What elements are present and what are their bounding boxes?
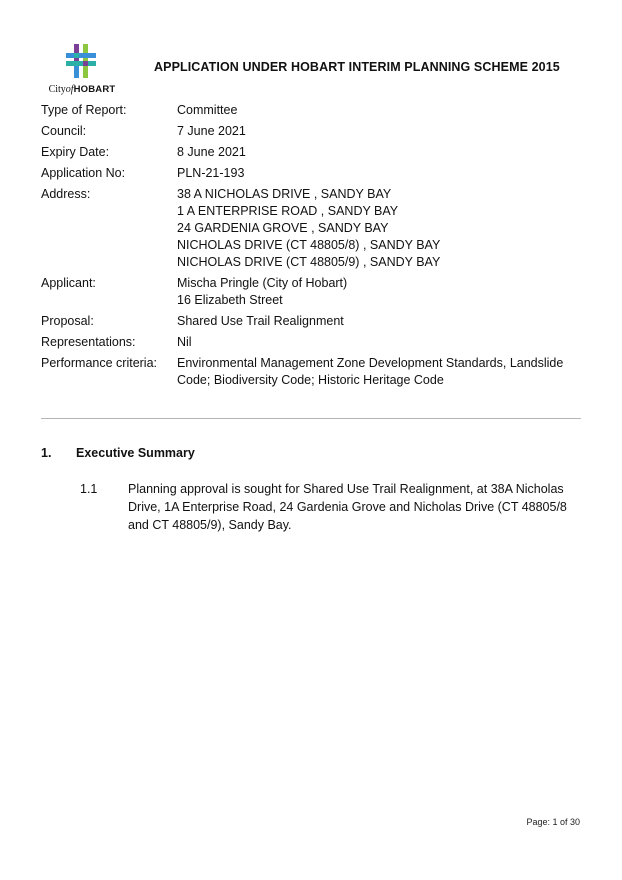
detail-value: Environmental Management Zone Development Standards, Landslide Code; Biodiversity Code; Historic Heritage Code	[177, 356, 564, 387]
address-line: 38 A NICHOLAS DRIVE , SANDY BAY	[177, 187, 392, 201]
detail-value	[177, 186, 581, 271]
detail-value	[177, 275, 581, 309]
detail-label: Applicant:	[41, 276, 96, 290]
detail-value: 7 June 2021	[177, 124, 246, 138]
logo-wordmark: CityofHOBART	[48, 84, 116, 95]
detail-label: Council:	[41, 124, 87, 138]
city-of-hobart-logo	[44, 44, 120, 98]
section-title: Executive Summary	[76, 446, 195, 460]
paragraph-number: 1.1	[80, 482, 98, 496]
applicant-line: Mischa Pringle (City of Hobart)	[177, 276, 348, 290]
detail-row-council	[41, 123, 581, 140]
detail-label: Representations:	[41, 335, 136, 349]
detail-row-performance-criteria	[41, 355, 581, 389]
detail-label: Proposal:	[41, 314, 94, 328]
section-number: 1.	[41, 446, 52, 460]
detail-row-address	[41, 186, 581, 271]
address-line: 1 A ENTERPRISE ROAD , SANDY BAY	[177, 204, 399, 218]
address-line: NICHOLAS DRIVE (CT 48805/8) , SANDY BAY	[177, 238, 441, 252]
detail-row-type-of-report	[41, 102, 581, 119]
detail-value: Shared Use Trail Realignment	[177, 314, 344, 328]
applicant-line: 16 Elizabeth Street	[177, 293, 283, 307]
detail-label: Performance criteria:	[41, 356, 158, 370]
detail-value: Nil	[177, 335, 192, 349]
detail-row-proposal	[41, 313, 581, 330]
address-line: NICHOLAS DRIVE (CT 48805/9) , SANDY BAY	[177, 255, 441, 269]
detail-label: Application No:	[41, 166, 126, 180]
detail-row-applicant	[41, 275, 581, 309]
detail-label: Address:	[41, 187, 91, 201]
document-title: APPLICATION UNDER HOBART INTERIM PLANNING SCHEME 2015	[154, 60, 560, 74]
hobart-emblem-icon	[62, 44, 102, 82]
detail-label: Expiry Date:	[41, 145, 110, 159]
detail-value: 8 June 2021	[177, 145, 246, 159]
paragraph-text: Planning approval is sought for Shared Use Trail Realignment, at 38A Nicholas Drive, 1A Enterprise Road, 24 Gardenia Grove and Nicholas Drive (CT 48805/8 and CT 48805/9), Sandy Bay.	[128, 482, 567, 532]
detail-value: PLN-21-193	[177, 166, 245, 180]
section-divider	[41, 418, 581, 419]
address-line: 24 GARDENIA GROVE , SANDY BAY	[177, 221, 389, 235]
application-details	[41, 102, 581, 393]
detail-row-representations	[41, 334, 581, 351]
paragraph	[80, 480, 585, 534]
detail-value: Committee	[177, 103, 238, 117]
detail-label: Type of Report:	[41, 103, 127, 117]
section-heading	[41, 446, 195, 460]
page-number: Page: 1 of 30	[526, 817, 580, 827]
detail-row-application-no	[41, 165, 581, 182]
detail-row-expiry-date	[41, 144, 581, 161]
